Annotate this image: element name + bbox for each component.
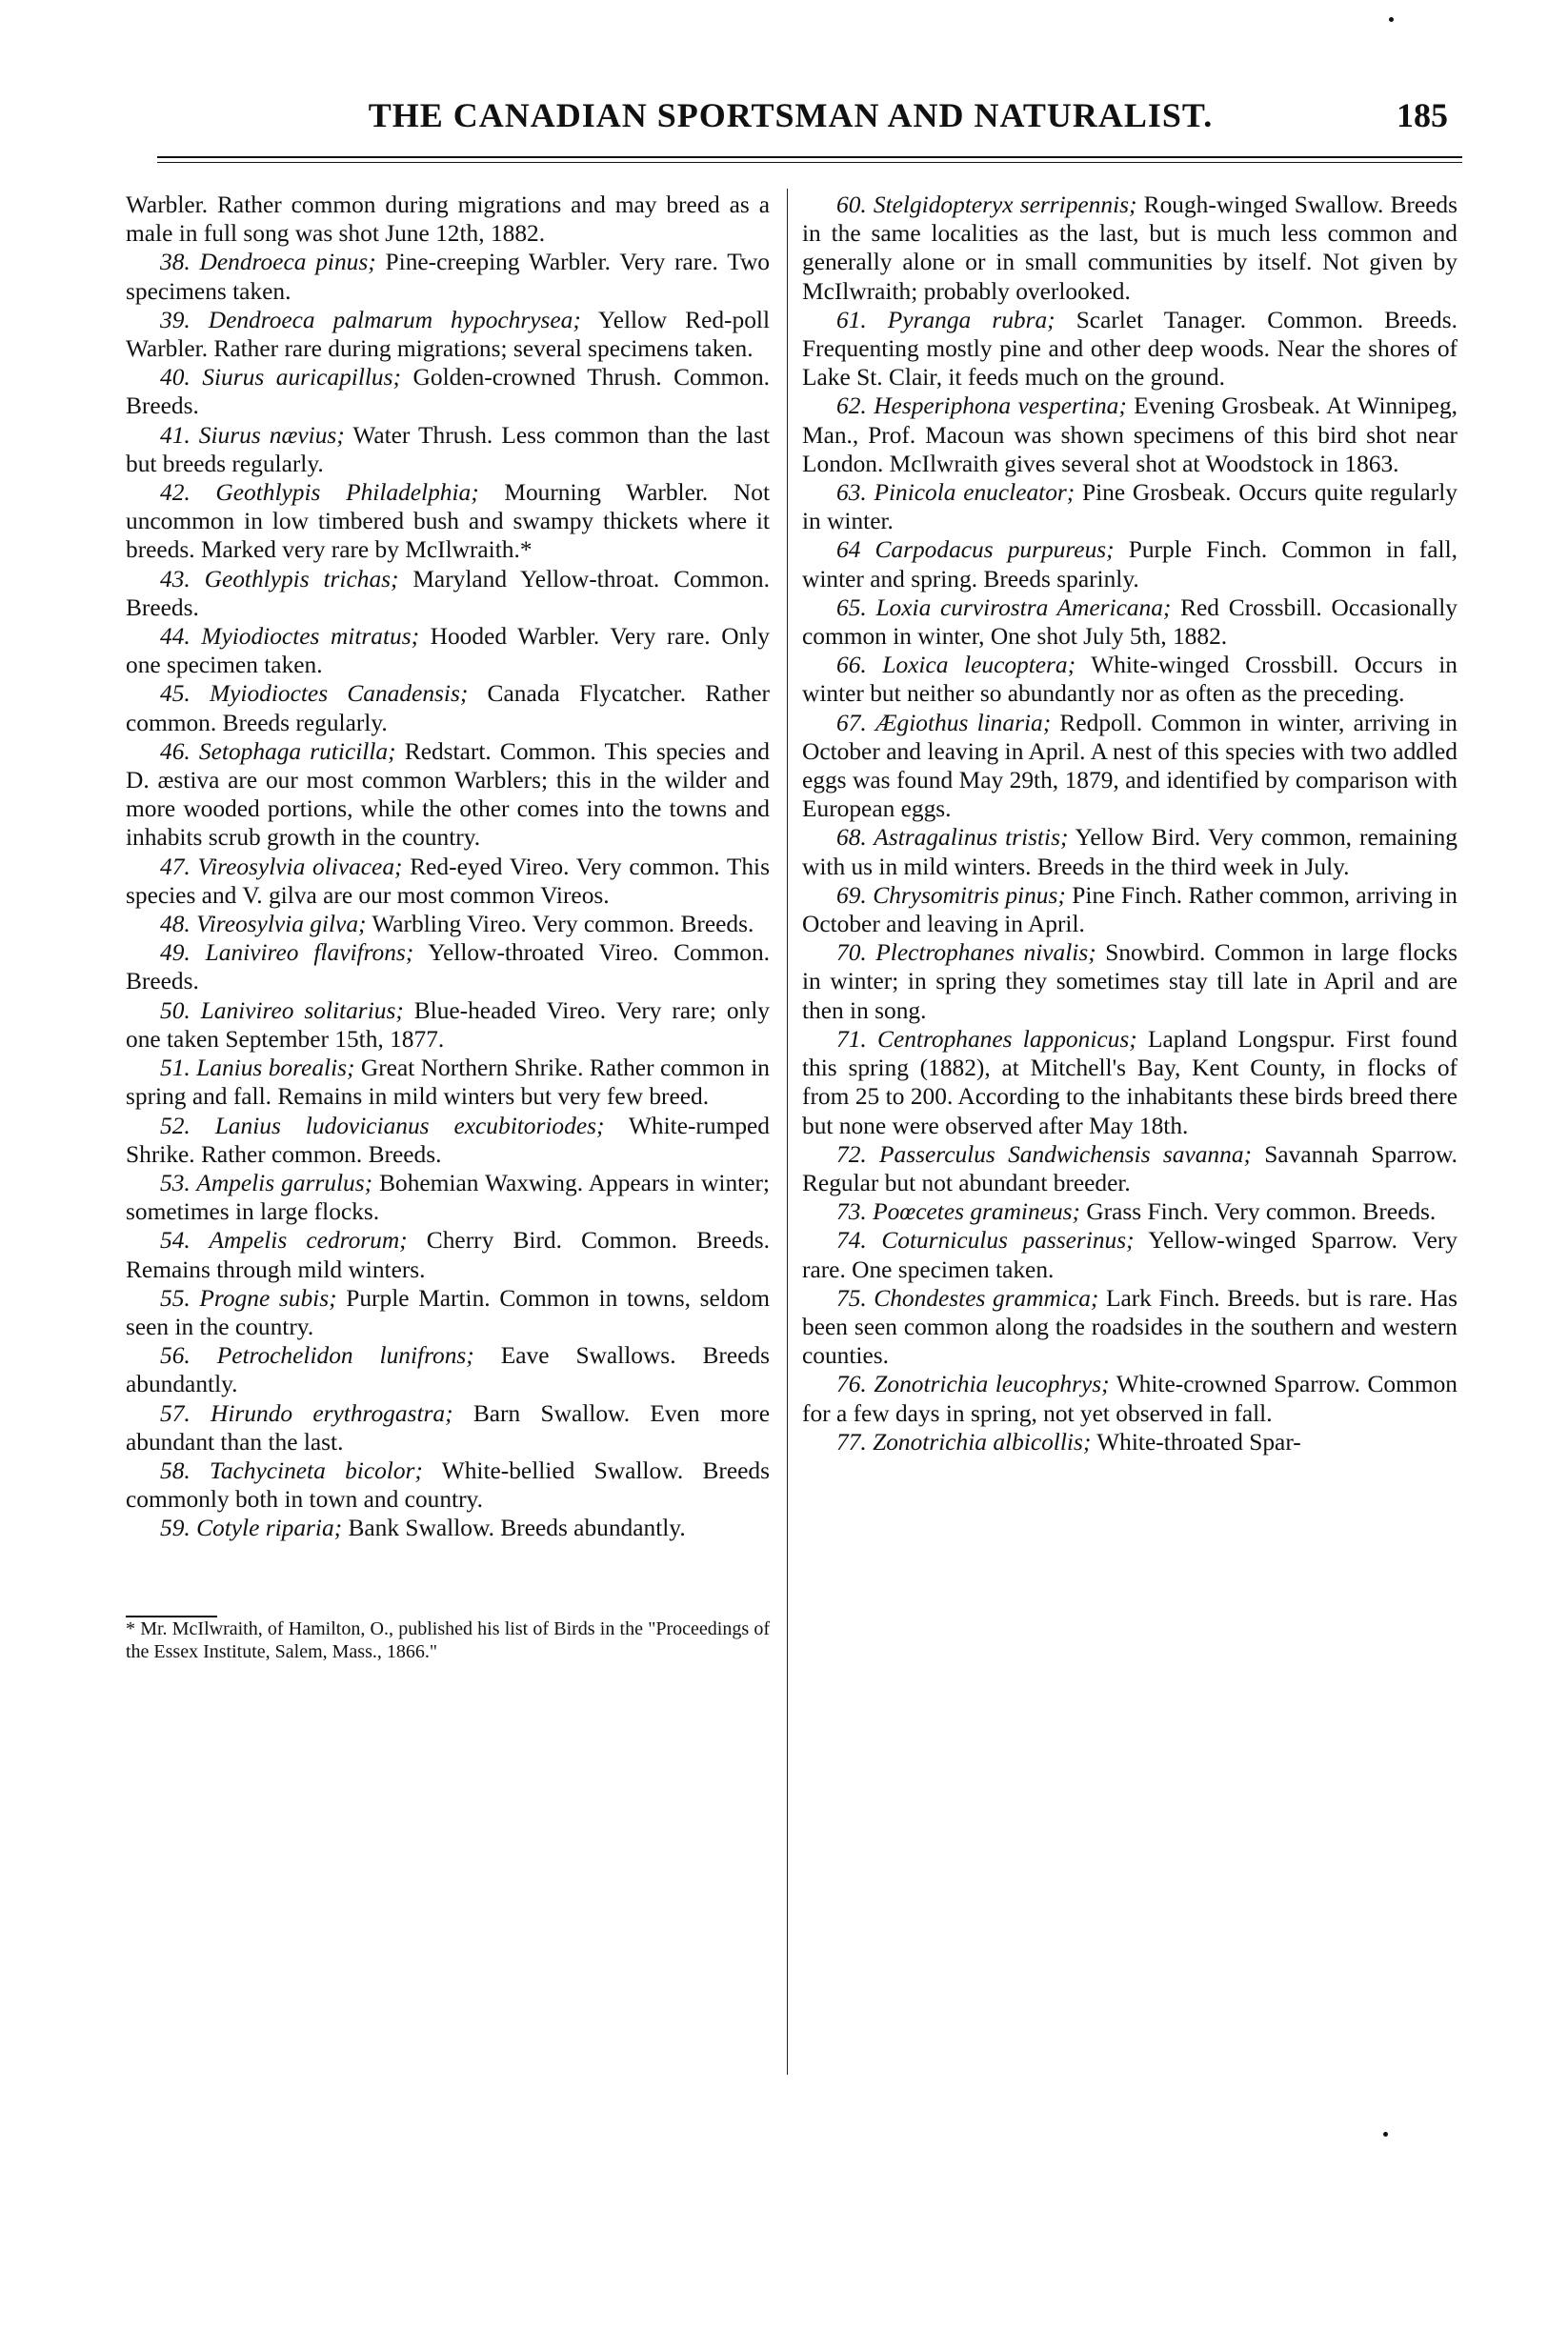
species-description: Redpoll. Common in winter, arriving in October and leaving in April. A nest of this species with two addled eggs was found May 29th, 1879, and identified by comparison with European eggs. [802, 709, 1457, 823]
species-scientific-name: 52. Lanius ludovicianus excubitoriodes; [160, 1112, 605, 1139]
species-description: Red Crossbill. Occasionally common in winter, One shot July 5th, 1882. [802, 593, 1457, 651]
species-scientific-name: 39. Dendroeca palmarum hypochrysea; [160, 306, 581, 333]
species-entry [126, 996, 770, 1054]
species-entry [802, 1197, 1457, 1226]
species-description: Bohemian Waxwing. Appears in winter; sometimes in large flocks. [126, 1169, 770, 1226]
species-entry [126, 565, 770, 622]
species-entry [126, 1514, 770, 1542]
species-scientific-name: 57. Hirundo erythrogastra; [160, 1399, 453, 1427]
page-header [124, 95, 1457, 158]
species-scientific-name: 74. Coturniculus passerinus; [836, 1227, 1135, 1255]
column-divider [787, 189, 788, 2075]
species-scientific-name: 46. Setophaga ruticilla; [160, 737, 396, 765]
species-entry [126, 679, 770, 736]
species-description: Purple Martin. Common in towns, seldom seen in the country. [126, 1284, 770, 1340]
species-description: Redstart. Common. This species and D. æstiva are our most common Warblers; this in the wilder and more wooded portions, while the other comes into the towns and inhabits scrub growth in the country. [126, 737, 770, 852]
species-scientific-name: 60. Stelgidopteryx serripennis; [836, 191, 1137, 218]
species-description: Barn Swallow. Even more abundant than the last. [126, 1399, 770, 1456]
species-scientific-name: 58. Tachycineta bicolor; [160, 1456, 423, 1484]
species-entry [802, 1025, 1457, 1140]
species-description: Yellow Red-poll Warbler. Rather rare during migrations; several specimens taken. [126, 306, 771, 363]
species-entry [126, 1226, 770, 1283]
species-description: Warbling Vireo. Very common. Breeds. [366, 911, 754, 938]
species-description: Great Northern Shrike. Rather common in spring and fall. Remains in mild winters but very few breed. [126, 1054, 770, 1111]
species-description: Eave Swallows. Breeds abundantly. [126, 1342, 770, 1398]
species-entry [802, 823, 1457, 880]
species-entry [126, 1054, 770, 1111]
species-entry [126, 1169, 770, 1226]
species-scientific-name: 62. Hesperiphona vespertina; [836, 392, 1127, 420]
species-entry [802, 709, 1457, 824]
species-description: Blue-headed Vireo. Very rare; only one taken September 15th, 1877. [126, 996, 770, 1053]
running-title: THE CANADIAN SPORTSMAN AND NATURALIST. [368, 96, 1214, 134]
species-description: Yellow Bird. Very common, remaining with us in mild winters. Breeds in the third week in July. [802, 824, 1457, 880]
species-scientific-name: 72. Passerculus Sandwichensis savanna; [836, 1140, 1252, 1168]
species-scientific-name: 67. Ægiothus linaria; [836, 709, 1052, 736]
species-entry [126, 478, 770, 565]
header-rule-thin [157, 162, 1462, 163]
species-description: White-throated Spar- [1091, 1428, 1301, 1456]
right-column [802, 191, 1457, 1456]
species-entry [802, 535, 1457, 593]
species-scientific-name: 69. Chrysomitris pinus; [836, 881, 1066, 909]
print-speck [1383, 2132, 1388, 2137]
species-description: Yellow-throated Vireo. Common. Breeds. [126, 939, 770, 995]
species-entry [802, 306, 1457, 392]
species-entry [802, 1226, 1457, 1283]
species-entry [802, 392, 1457, 478]
species-entry [802, 881, 1457, 938]
footnote: * Mr. McIlwraith, of Hamilton, O., published his list of Birds in the "Proceedings of the Essex Institute, Salem, Mass., 1866." [126, 1617, 770, 1662]
species-description: Lark Finch. Breeds. but is rare. Has been seen common along the roadsides in the southern and western counties. [802, 1284, 1457, 1370]
species-entry [802, 593, 1457, 651]
species-scientific-name: 44. Myiodioctes mitratus; [160, 623, 420, 651]
species-scientific-name: 49. Lanivireo flavifrons; [160, 939, 414, 967]
species-scientific-name: 45. Myiodioctes Canadensis; [160, 680, 469, 708]
species-entry [126, 1399, 770, 1456]
species-description: Canada Flycatcher. Rather common. Breeds regularly. [126, 680, 770, 736]
species-description: Cherry Bird. Common. Breeds. Remains through mild winters. [126, 1227, 770, 1283]
species-entry [126, 1456, 770, 1514]
left-column [126, 191, 770, 1663]
species-scientific-name: 66. Loxica leucoptera; [836, 652, 1076, 679]
species-scientific-name: 75. Chondestes grammica; [836, 1284, 1099, 1312]
species-description: Hooded Warbler. Very rare. Only one specimen taken. [126, 623, 770, 679]
species-entry [126, 622, 770, 679]
species-scientific-name: 76. Zonotrichia leucophrys; [836, 1371, 1110, 1398]
species-description: Golden-crowned Thrush. Common. Breeds. [126, 364, 770, 420]
species-scientific-name: 56. Petrochelidon lunifrons; [160, 1342, 474, 1370]
species-entry [802, 938, 1457, 1025]
header-rule [157, 156, 1462, 158]
species-scientific-name: 41. Siurus nævius; [160, 421, 345, 449]
species-description: Pine Finch. Rather common, arriving in October and leaving in April. [802, 881, 1457, 938]
species-scientific-name: 47. Vireosylvia olivacea; [160, 853, 403, 880]
species-scientific-name: 42. Geothlypis Philadelphia; [160, 479, 479, 507]
species-entry [126, 1284, 770, 1341]
species-description: Maryland Yellow-throat. Common. Breeds. [126, 565, 770, 621]
species-entry [126, 306, 770, 363]
species-description: Savannah Sparrow. Regular but not abundant breeder. [802, 1140, 1457, 1196]
species-description: White-bellied Swallow. Breeds commonly both in town and country. [126, 1456, 770, 1514]
species-entry [126, 938, 770, 995]
species-description: Pine-creeping Warbler. Very rare. Two specimens taken. [126, 249, 770, 305]
species-entry [802, 191, 1457, 306]
species-scientific-name: 43. Geothlypis trichas; [160, 565, 399, 593]
species-description: Grass Finch. Very common. Breeds. [1079, 1198, 1437, 1226]
species-scientific-name: 65. Loxia curvirostra Americana; [836, 593, 1172, 621]
species-entry [126, 1112, 770, 1169]
species-scientific-name: 68. Astragalinus tristis; [836, 824, 1069, 852]
species-entry [126, 248, 770, 305]
species-scientific-name: 63. Pinicola enucleator; [836, 479, 1075, 507]
species-description: Scarlet Tanager. Common. Breeds. Frequenting mostly pine and other deep woods. Near the shores of Lake St. Clair, it feeds much on the ground. [802, 306, 1457, 392]
species-entry [126, 853, 770, 910]
species-entry [802, 478, 1457, 535]
species-description: Bank Swallow. Breeds abundantly. [342, 1515, 686, 1542]
species-description: White-winged Crossbill. Occurs in winter but neither so abundantly nor as often as the preceding. [802, 652, 1457, 708]
species-entry [802, 1370, 1457, 1427]
species-scientific-name: 77. Zonotrichia albicollis; [836, 1428, 1092, 1456]
species-description: Water Thrush. Less common than the last but breeds regularly. [126, 421, 771, 477]
species-scientific-name: 38. Dendroeca pinus; [160, 249, 376, 276]
species-description: Lapland Longspur. First found this spring (1882), at Mitchell's Bay, Kent County, in flocks of from 25 to 200. According to the inhabitants these birds breed there but none were observed after May 18th. [802, 1025, 1458, 1139]
species-description: White-crowned Sparrow. Common for a few days in spring, not yet observed in fall. [802, 1371, 1457, 1427]
species-scientific-name: 48. Vireosylvia gilva; [160, 911, 367, 938]
species-entry [802, 1284, 1457, 1371]
species-scientific-name: 55. Progne subis; [160, 1284, 337, 1312]
species-scientific-name: 54. Ampelis cedrorum; [160, 1227, 408, 1255]
page-number: 185 [1397, 96, 1448, 134]
species-entry [126, 191, 770, 248]
species-scientific-name: 70. Plectrophanes nivalis; [836, 939, 1096, 967]
species-scientific-name: 71. Centrophanes lapponicus; [836, 1025, 1137, 1053]
species-description: Purple Finch. Common in fall, winter and spring. Breeds sparinly. [802, 536, 1457, 593]
species-entry [126, 910, 770, 938]
species-scientific-name: 51. Lanius borealis; [160, 1054, 355, 1082]
species-scientific-name: 73. Poœcetes gramineus; [836, 1198, 1080, 1226]
species-scientific-name: 59. Cotyle riparia; [160, 1515, 343, 1542]
species-scientific-name: 61. Pyranga rubra; [836, 306, 1055, 333]
species-description: Red-eyed Vireo. Very common. This species and V. gilva are our most common Vireos. [126, 853, 770, 909]
print-speck [1389, 17, 1394, 22]
species-scientific-name: 53. Ampelis garrulus; [160, 1169, 373, 1196]
species-scientific-name: 40. Siurus auricapillus; [160, 364, 401, 392]
species-entry [802, 1140, 1457, 1197]
species-entry [802, 1428, 1457, 1456]
species-description: Pine Grosbeak. Occurs quite regularly in winter. [802, 479, 1457, 535]
species-scientific-name: 50. Lanivireo solitarius; [160, 996, 404, 1024]
species-description: White-rumped Shrike. Rather common. Breeds. [126, 1112, 770, 1168]
species-description: Mourning Warbler. Not uncommon in low timbered bush and swampy thickets where it breeds. Marked very rare by McIlwraith.* [126, 479, 770, 564]
species-description: Warbler. Rather common during migrations and may breed as a male in full song was shot June 12th, 1882. [126, 191, 770, 248]
species-entry [802, 651, 1457, 708]
species-description: Snowbird. Common in large flocks in winter; in spring they sometimes stay till late in April and are then in song. [802, 939, 1457, 1024]
species-description: Yellow-winged Sparrow. Very rare. One specimen taken. [802, 1227, 1458, 1283]
species-entry [126, 737, 770, 853]
species-scientific-name: 64 Carpodacus purpureus; [836, 536, 1115, 564]
species-description: Evening Grosbeak. At Winnipeg, Man., Prof. Macoun was shown specimens of this bird shot near London. McIlwraith gives several shot at Woodstock in 1863. [802, 392, 1457, 477]
species-description: Rough-winged Swallow. Breeds in the same localities as the last, but is much less common and generally alone or in small communities by itself. Not given by McIlwraith; probably overlooked. [802, 191, 1457, 305]
species-entry [126, 363, 770, 420]
species-entry [126, 421, 770, 478]
species-entry [126, 1341, 770, 1398]
